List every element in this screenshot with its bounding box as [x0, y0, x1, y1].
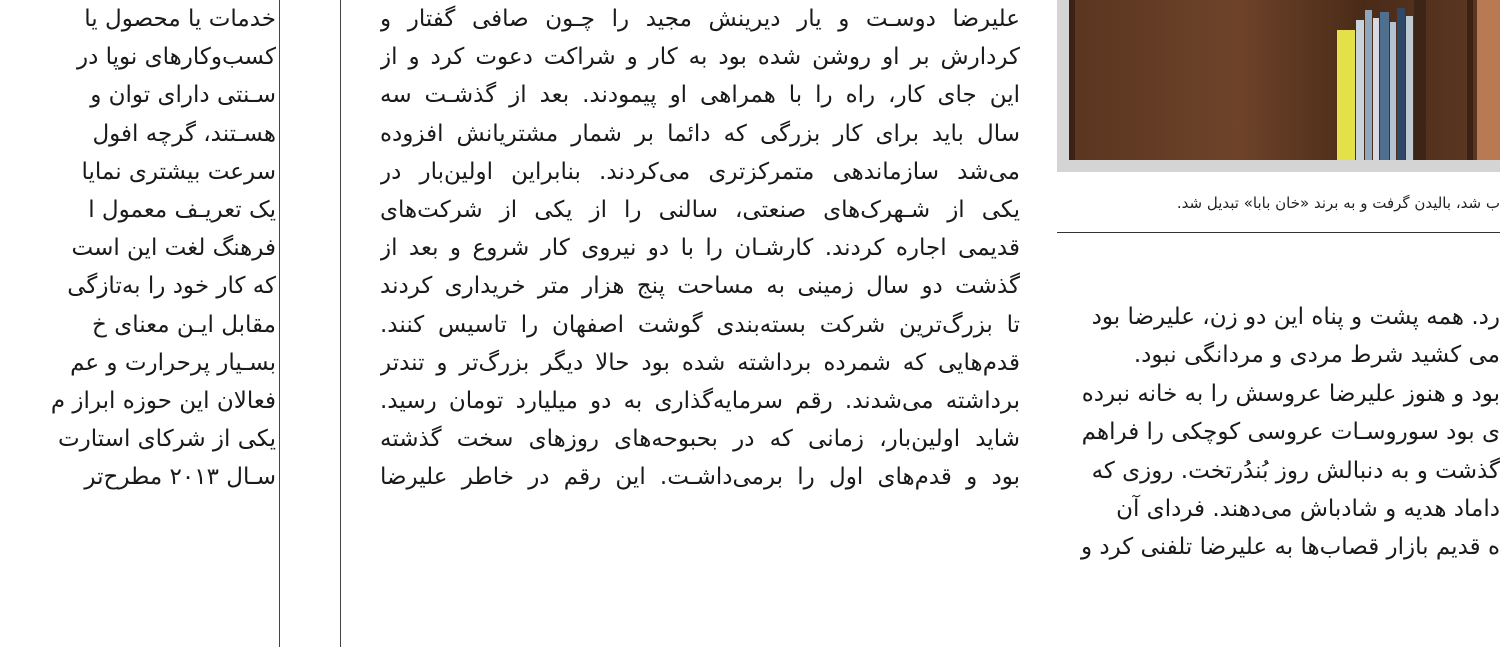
column-divider	[340, 0, 341, 647]
text-line: قدیمی اجاره کردند. کارشـان را با دو نیروی کار شروع و بعد از	[380, 235, 1020, 262]
photo-caption: ب شد، بالیدن گرفت و به برند «خان بابا» تبدیل شد.	[1176, 194, 1500, 212]
text-line: گذشت دو سال زمینی به مساحت پنج هزار متر خریداری کردند	[380, 273, 1020, 300]
text-line: یکی از شرکای استارت	[58, 426, 276, 453]
caption-divider	[1057, 232, 1500, 233]
text-line: کسب‌وکارهای نوپا در	[76, 44, 276, 71]
text-line: هسـتند، گرچه افول	[92, 120, 276, 147]
text-line: داماد هدیه و شادباش می‌دهند. فردای آن	[1116, 495, 1500, 522]
text-line: سرعت بیشتری نمایا	[81, 158, 276, 185]
text-line: گذشت و به دنبالش روز بُندُرتخت. روزی که	[1091, 457, 1500, 484]
text-line: یک تعریـف معمول ا	[88, 196, 276, 223]
middle-column	[380, 0, 1020, 647]
text-line: کردارش بر او روشن شده بود به کار و شراکت دعوت کرد و از	[380, 44, 1020, 71]
text-line: مقابل ایـن معنای خ	[92, 311, 276, 338]
text-line: بود و هنوز علیرضا عروسش را به خانه نبرده	[1081, 380, 1500, 407]
bookshelf-photo-image	[1057, 0, 1500, 172]
text-line: رد. همه پشت و پناه این دو زن، علیرضا بود	[1091, 304, 1500, 330]
text-line: ی بود سوروسـات عروسی کوچکی را فراهم	[1081, 419, 1500, 446]
text-line: سال باید برای کار بزرگی که دائما بر شمار مشتریانش افزوده	[380, 120, 1020, 147]
text-line: بسـیار پرحرارت و عم	[70, 349, 276, 376]
bookshelf-photo	[1057, 0, 1500, 172]
text-line: می‌شد سازماندهی متمرکزتری می‌کردند. بنابراین اولین‌بار در	[380, 158, 1020, 185]
text-line: فرهنگ لغت این است	[71, 235, 276, 262]
text-line: شاید اولین‌بار، زمانی که در بحبوحه‌های روزهای سخت گذشته	[380, 426, 1020, 453]
text-line: سـنتی دارای توان و	[90, 82, 276, 109]
left-column	[0, 0, 276, 647]
text-line: فعالان این حوزه ابراز م	[50, 387, 276, 414]
text-line: می کشید شرط مردی و مردانگی نبود.	[1133, 342, 1500, 369]
text-line: ه قدیم بازار قصاب‌ها به علیرضا تلفنی کرد و	[1080, 534, 1500, 561]
text-line: برداشته می‌شدند. رقم سرمایه‌گذاری به دو میلیارد تومان رسید.	[380, 387, 1020, 414]
text-line: سـال ۲۰۱۳ مطرح‌تر	[84, 464, 276, 491]
text-line: این جای کار، راه را با همراهی او پیمودند. بعد از گذشـت سه	[380, 82, 1020, 109]
text-line: قدم‌هایی که شمرده برداشته شده بود حالا دیگر بزرگ‌تر و تندتر	[380, 349, 1020, 376]
text-line: علیرضا دوسـت و یار دیرینش مجید را چـون صافی گفتار و	[380, 6, 1020, 32]
text-line: بود و قدم‌های اول را برمی‌داشـت. این رقم در خاطر علیرضا	[380, 464, 1020, 491]
text-line: خدمات یا محصول یا	[84, 6, 276, 32]
text-line: که کار خود را به‌تازگی	[67, 273, 276, 300]
text-line: تا بزرگ‌ترین شرکت بسته‌بندی گوشت اصفهان را تاسیس کنند.	[380, 311, 1020, 338]
column-divider	[279, 0, 280, 647]
text-line: یکی از شـهرک‌های صنعتی، سالنی را از یکی از شرکت‌های	[380, 196, 1020, 223]
right-column	[1057, 298, 1500, 647]
